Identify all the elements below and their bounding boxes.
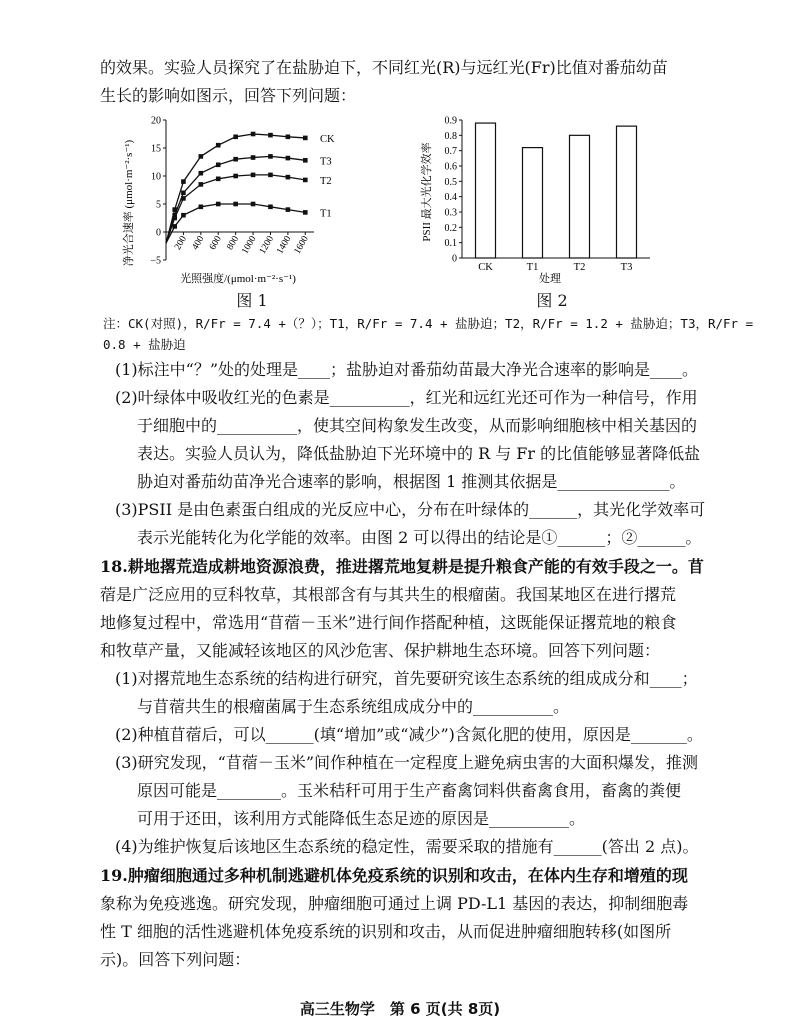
- fig2-bar-T1: [523, 148, 543, 258]
- q17-line-5: 胁迫对番茄幼苗净光合速率的影响，根据图 1 推测其依据是______________。: [137, 472, 686, 491]
- fig2-bar-T3: [617, 126, 637, 258]
- fig1-point-CK: [233, 135, 238, 140]
- fig2-xlabel: 处理: [539, 273, 561, 285]
- q18-line-2: 蓿是广泛应用的豆科牧草，其根部含有与其共生的根瘤菌。我国某地区在进行撂荒: [100, 585, 677, 604]
- fig1-xtick-label: 1400: [275, 234, 294, 256]
- fig2-ytick-label: 0.7: [444, 146, 457, 158]
- fig1-xtick-label: 200: [173, 234, 190, 252]
- q19-line-2: 象称为免疫逃逸。研究发现，肿瘤细胞可通过上调 PD-L1 基因的表达，抑制细胞毒: [100, 894, 689, 913]
- fig1-series-label-T1: T1: [320, 208, 332, 220]
- fig1-xtick-label: 1000: [240, 234, 259, 256]
- q18-line-11: (4)为维护恢复后该地区生态系统的稳定性，需要采取的措施有______(答出 2 点)。: [115, 837, 699, 856]
- note-line-2: 0.8 + 盐胁迫: [103, 337, 186, 352]
- fig1-ytick-label: 0: [156, 227, 161, 239]
- fig2-category-label: CK: [478, 262, 493, 273]
- fig1-point-T3: [286, 156, 291, 161]
- q17-line-4: 表达。实验人员认为，降低盐胁迫下光环境中的 R 与 Fr 的比值能够显著降低盐: [137, 444, 701, 463]
- fig1-point-T1: [303, 210, 308, 215]
- figure-1-line-chart: [118, 108, 350, 288]
- fig1-point-CK: [303, 136, 308, 141]
- fig1-point-T3: [181, 191, 186, 196]
- q17-line-7: 表示光能转化为化学能的效率。由图 2 可以得出的结论是①______；②______。: [137, 528, 702, 547]
- fig2-category-label: T1: [526, 262, 539, 273]
- fig2-ytick-label: 0.9: [444, 115, 457, 127]
- fig2-caption: 图 2: [536, 291, 568, 310]
- fig2-bar-CK: [476, 123, 496, 258]
- intro-line-1: 的效果。实验人员探究了在盐胁迫下，不同红光(R)与远红光(Fr)比值对番茄幼苗: [100, 58, 668, 77]
- fig1-point-T1: [233, 202, 238, 207]
- fig1-ytick-label: 15: [151, 143, 161, 155]
- fig1-xlabel: 光照强度/(μmol·m⁻²·s⁻¹): [180, 273, 296, 285]
- q18-line-8: (3)研究发现，“苜蓿－玉米”间作种植在一定程度上避免病虫害的大面积爆发，推测: [115, 753, 699, 772]
- fig1-point-T1: [199, 205, 204, 210]
- q17-line-2: (2)叶绿体中吸收红光的色素是__________，红光和远红光还可作为一种信号，作用: [115, 388, 698, 407]
- fig1-point-T1: [181, 213, 186, 218]
- figure-2-bar-chart: [418, 108, 658, 288]
- fig2-bar-T2: [570, 135, 590, 258]
- fig1-series-label-T3: T3: [320, 156, 332, 168]
- fig1-point-CK: [181, 179, 186, 184]
- fig1-point-T2: [199, 182, 204, 187]
- fig1-ytick-label: −5: [150, 255, 161, 267]
- fig1-ytick-label: 20: [151, 115, 161, 127]
- note-line-1: 注：CK(对照)，R/Fr = 7.4 +（？）；T1，R/Fr = 7.4 + 盐胁迫；T2，R/Fr = 1.2 + 盐胁迫；T3，R/Fr =: [103, 316, 754, 331]
- fig1-point-T2: [233, 174, 238, 179]
- q17-line-1: (1)标注中“？”处的处理是____；盐胁迫对番茄幼苗最大净光合速率的影响是____。: [115, 360, 699, 379]
- fig1-point-T3: [233, 157, 238, 162]
- fig1-xtick-label: 400: [190, 234, 207, 252]
- fig1-point-T1: [268, 205, 273, 210]
- q18-line-1: 18.耕地撂荒造成耕地资源浪费，推进撂荒地复耕是提升粮食产能的有效手段之一。苜: [100, 557, 704, 576]
- fig2-ylabel: PSII 最大光化学效率: [421, 142, 433, 242]
- fig1-point-T3: [199, 171, 204, 176]
- fig2-ytick-label: 0.6: [444, 161, 457, 173]
- fig2-ytick-label: 0.8: [444, 130, 457, 142]
- fig1-ylabel: 净光合速率 (μmol·m⁻²·s⁻¹): [123, 139, 135, 267]
- fig2-ytick-label: 0: [452, 253, 457, 265]
- fig1-xtick-label: 1200: [257, 234, 277, 256]
- fig1-point-T1: [286, 207, 291, 212]
- fig1-point-T2: [303, 178, 308, 183]
- page-footer: 高三生物学 第 6 页(共 8页): [299, 1000, 501, 1018]
- fig1-point-CK: [251, 132, 256, 137]
- fig1-series-line-T3: [166, 156, 305, 243]
- fig1-point-CK: [286, 135, 291, 140]
- q18-line-3: 地修复过程中，常选用“苜蓿－玉米”进行间作搭配种植，这既能保证撂荒地的粮食: [100, 613, 677, 632]
- fig1-point-T2: [216, 177, 221, 182]
- fig1-point-T3: [251, 155, 256, 160]
- fig1-series-label-T2: T2: [320, 175, 332, 187]
- q18-line-4: 和牧草产量，又能减轻该地区的风沙危害、保护耕地生态环境。回答下列问题：: [100, 641, 661, 660]
- q19-line-1: 19.肿瘤细胞通过多种机制逃避机体免疫系统的识别和攻击，在体内生存和增殖的现: [100, 866, 688, 885]
- q18-line-9: 原因可能是________。玉米秸秆可用于生产畜禽饲料供畜禽食用，畜禽的粪便: [137, 781, 682, 800]
- fig1-point-T3: [268, 154, 273, 159]
- fig1-point-T2: [286, 175, 291, 180]
- fig1-point-T2: [251, 173, 256, 178]
- fig1-series-label-CK: CK: [320, 133, 335, 145]
- fig1-point-T2: [172, 216, 177, 221]
- fig2-ytick-label: 0.4: [444, 192, 457, 204]
- q18-line-7: (2)种植苜蓿后，可以______(填“增加”或“减少”)含氮化肥的使用，原因是_______。: [115, 725, 703, 744]
- q18-line-5: (1)对撂荒地生态系统的结构进行研究，首先要研究该生态系统的组成成分和____；: [115, 669, 698, 688]
- fig2-ytick-label: 0.1: [444, 238, 457, 250]
- fig1-point-T3: [303, 158, 308, 163]
- fig1-point-T2: [268, 173, 273, 178]
- fig1-point-T1: [216, 202, 221, 207]
- fig1-xtick-label: 1600: [292, 234, 311, 256]
- q17-line-6: (3)PSII 是由色素蛋白组成的光反应中心，分布在叶绿体的______，其光化学效率可: [115, 500, 706, 519]
- q19-line-4: 示)。回答下列问题：: [100, 950, 251, 969]
- fig2-category-label: T2: [573, 262, 586, 273]
- fig1-point-CK: [268, 133, 273, 138]
- fig1-ytick-label: 10: [151, 171, 161, 183]
- fig1-ytick-label: 5: [156, 199, 161, 211]
- q18-line-6: 与苜蓿共生的根瘤菌属于生态系统组成成分中的__________。: [137, 697, 570, 716]
- fig2-ytick-label: 0.3: [444, 207, 457, 219]
- fig1-point-T1: [251, 202, 256, 207]
- fig2-ytick-label: 0.2: [444, 222, 457, 234]
- fig1-point-CK: [199, 154, 204, 159]
- q19-line-3: 性 T 细胞的活性逃避机体免疫系统的识别和攻击，从而促进肿瘤细胞转移(如图所: [100, 922, 672, 941]
- intro-line-2: 生长的影响如图示，回答下列问题：: [100, 86, 357, 105]
- fig2-category-label: T3: [620, 262, 633, 273]
- fig1-point-T2: [181, 196, 186, 201]
- q17-line-3: 于细胞中的__________，使其空间构象发生改变，从而影响细胞核中相关基因的: [137, 416, 698, 435]
- fig1-point-CK: [216, 143, 221, 148]
- fig1-caption: 图 1: [236, 291, 268, 310]
- fig1-xtick-label: 800: [225, 234, 242, 252]
- q18-line-10: 可用于还田，该利用方式能降低生态足迹的原因是__________。: [137, 809, 586, 828]
- fig1-point-T1: [172, 224, 177, 229]
- fig2-ytick-label: 0.5: [444, 176, 457, 188]
- fig1-xtick-label: 600: [208, 234, 224, 252]
- fig1-point-T3: [216, 163, 221, 168]
